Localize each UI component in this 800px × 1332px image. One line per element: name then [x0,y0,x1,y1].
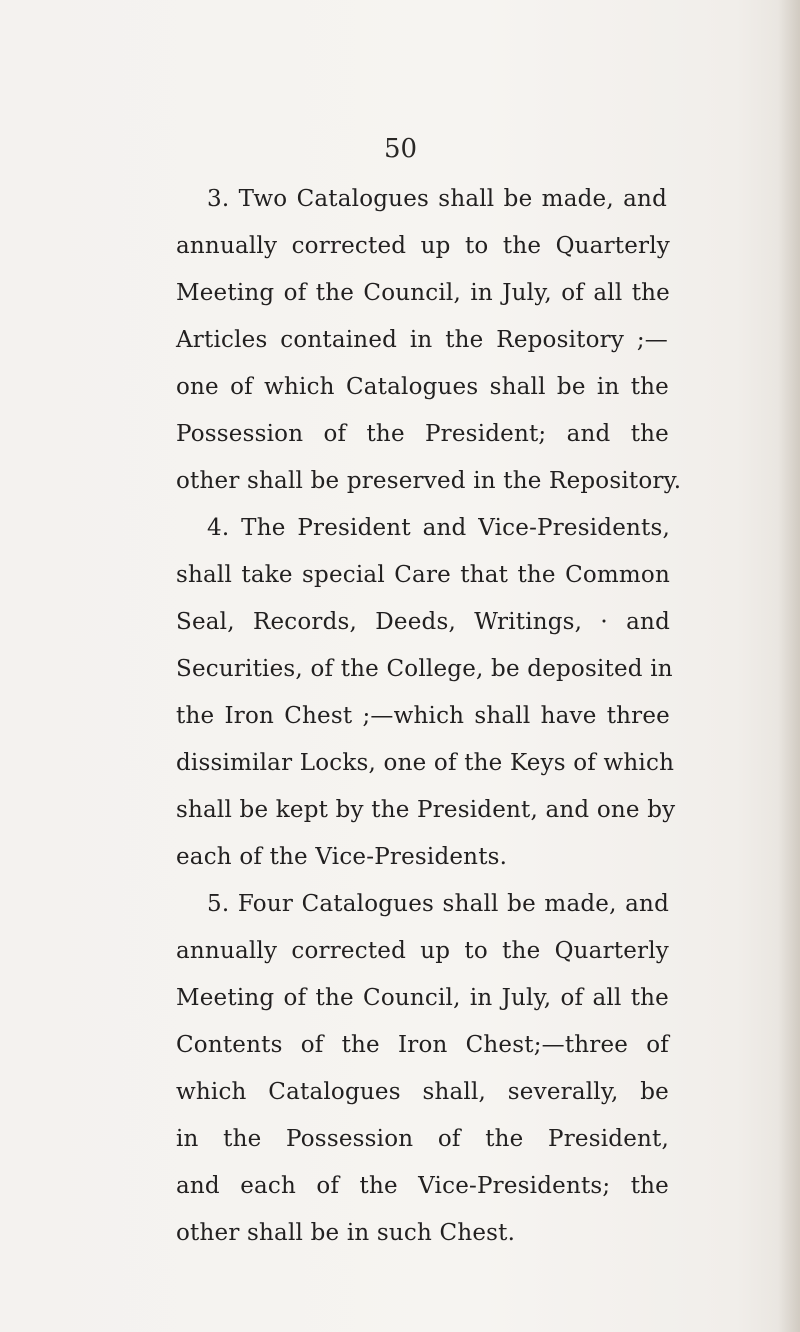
page-edge-shadow [778,0,800,1332]
text-line: Seal, Records, Deeds, Writings, · and [176,609,670,635]
text-line: other shall be in such Chest. [176,1220,516,1246]
text-line: Articles contained in the Repository ;— [176,327,668,353]
text-line: which Catalogues shall, severally, be [176,1079,669,1105]
text-line: one of which Catalogues shall be in the [176,374,669,400]
text-line: and each of the Vice-Presidents; the [176,1173,669,1199]
text-line: dissimilar Locks, one of the Keys of which [176,750,675,776]
text-line: annually corrected up to the Quarterly [176,233,670,259]
text-line: Contents of the Iron Chest;—three of [176,1032,669,1058]
text-line: the Iron Chest ;—which shall have three [176,703,670,729]
text-line: Meeting of the Council, in July, of all the [176,280,670,306]
text-line: Meeting of the Council, in July, of all the [176,985,669,1011]
text-line: Possession of the President; and the [176,421,669,447]
text-line: Securities, of the College, be deposited in [176,656,673,682]
text-line: 4. The President and Vice-Presidents, [207,515,670,541]
text-line: other shall be preserved in the Repository. [176,468,682,494]
text-line: 5. Four Catalogues shall be made, and [207,891,669,917]
text-line: in the Possession of the President, [176,1126,669,1152]
page-number: 50 [384,134,418,164]
text-line: shall be kept by the President, and one by [176,797,676,823]
text-line: shall take special Care that the Common [176,562,670,588]
text-line: each of the Vice-Presidents. [176,844,508,870]
text-line: 3. Two Catalogues shall be made, and [207,186,667,212]
text-line: annually corrected up to the Quarterly [176,938,669,964]
